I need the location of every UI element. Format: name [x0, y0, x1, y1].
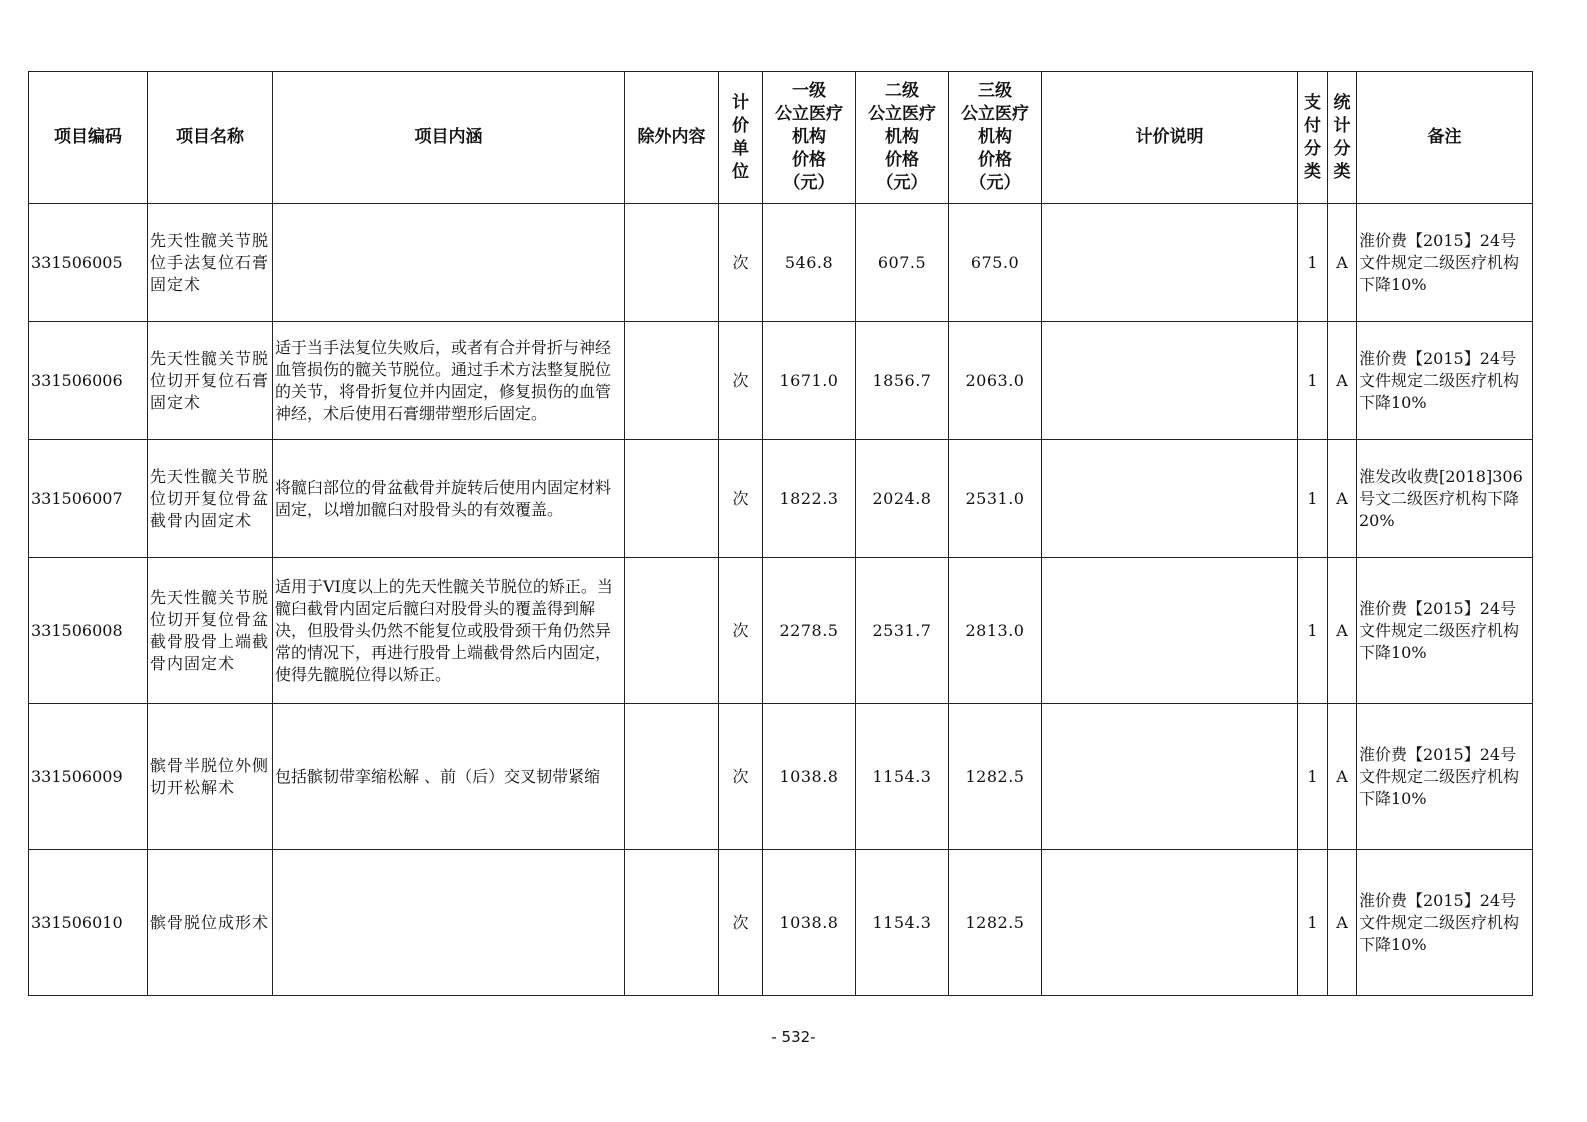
- cell-content: [273, 850, 625, 996]
- cell-name: 先天性髋关节脱位切开复位骨盆截骨股骨上端截骨内固定术: [148, 558, 273, 704]
- cell-price1: 2278.5: [763, 558, 856, 704]
- cell-content: 包括髌韧带挛缩松解 、前（后）交叉韧带紧缩: [273, 704, 625, 850]
- cell-name: 先天性髋关节脱位切开复位骨盆截骨内固定术: [148, 440, 273, 558]
- cell-exclusion: [625, 704, 719, 850]
- cell-note: [1042, 440, 1298, 558]
- cell-remark: 淮价费【2015】24号文件规定二级医疗机构下降10%: [1357, 204, 1533, 322]
- cell-code: 331506010: [29, 850, 148, 996]
- cell-content: 适于当手法复位失败后，或者有合并骨折与神经血管损伤的髋关节脱位。通过手术方法整复脱位的关节，将骨折复位并内固定，修复损伤的血管神经，术后使用石膏绷带塑形后固定。: [273, 322, 625, 440]
- cell-code: 331506006: [29, 322, 148, 440]
- price-table: [28, 71, 1533, 996]
- header-price3-line: （元）: [969, 173, 1021, 193]
- cell-remark: 淮价费【2015】24号文件规定二级医疗机构下降10%: [1357, 558, 1533, 704]
- header-price2-line: （元）: [876, 173, 928, 193]
- cell-stat: A: [1328, 440, 1357, 558]
- cell-unit: 次: [719, 440, 763, 558]
- cell-price2: 1856.7: [856, 322, 949, 440]
- cell-name: 髌骨脱位成形术: [148, 850, 273, 996]
- cell-note: [1042, 558, 1298, 704]
- header-content: 项目内涵: [273, 72, 625, 204]
- header-name: 项目名称: [148, 72, 273, 204]
- header-price2-line: 价格: [885, 150, 919, 170]
- cell-name: 先天性髋关节脱位手法复位石膏固定术: [148, 204, 273, 322]
- cell-stat: A: [1328, 204, 1357, 322]
- cell-price1: 1038.8: [763, 704, 856, 850]
- cell-price2: 607.5: [856, 204, 949, 322]
- cell-remark: 淮发改收费[2018]306号文二级医疗机构下降20%: [1357, 440, 1533, 558]
- header-price2-line: 二级: [885, 81, 919, 101]
- table-row: [29, 558, 1533, 704]
- header-code: 项目编码: [29, 72, 148, 204]
- header-price1-line: 机构: [792, 127, 826, 147]
- header-price3-line: 价格: [978, 150, 1012, 170]
- cell-stat: A: [1328, 850, 1357, 996]
- cell-content: [273, 204, 625, 322]
- header-price2: [856, 72, 949, 204]
- header-price3-line: 公立医疗: [961, 104, 1029, 124]
- cell-exclusion: [625, 322, 719, 440]
- header-price1-line: 公立医疗: [775, 104, 843, 124]
- header-price3: [949, 72, 1042, 204]
- cell-note: [1042, 322, 1298, 440]
- cell-price3: 1282.5: [949, 850, 1042, 996]
- cell-price1: 1822.3: [763, 440, 856, 558]
- cell-price3: 2531.0: [949, 440, 1042, 558]
- cell-remark: 淮价费【2015】24号文件规定二级医疗机构下降10%: [1357, 850, 1533, 996]
- cell-price3: 2063.0: [949, 322, 1042, 440]
- cell-note: [1042, 850, 1298, 996]
- header-price1-line: 一级: [792, 81, 826, 101]
- cell-code: 331506009: [29, 704, 148, 850]
- cell-content: 将髋臼部位的骨盆截骨并旋转后使用内固定材料固定，以增加髋臼对股骨头的有效覆盖。: [273, 440, 625, 558]
- page-number: - 532-: [771, 1028, 816, 1046]
- cell-price3: 675.0: [949, 204, 1042, 322]
- cell-exclusion: [625, 558, 719, 704]
- header-stat: [1328, 72, 1357, 204]
- cell-payment: 1: [1298, 204, 1328, 322]
- table-row: [29, 322, 1533, 440]
- cell-code: 331506008: [29, 558, 148, 704]
- cell-price2: 1154.3: [856, 850, 949, 996]
- header-unit-text: 计价单位: [732, 92, 749, 182]
- cell-price3: 2813.0: [949, 558, 1042, 704]
- cell-note: [1042, 204, 1298, 322]
- cell-payment: 1: [1298, 558, 1328, 704]
- cell-code: 331506005: [29, 204, 148, 322]
- cell-payment: 1: [1298, 850, 1328, 996]
- cell-exclusion: [625, 850, 719, 996]
- header-exclusion: 除外内容: [625, 72, 719, 204]
- header-pricing-note: 计价说明: [1042, 72, 1298, 204]
- cell-unit: 次: [719, 204, 763, 322]
- header-price1: [763, 72, 856, 204]
- cell-note: [1042, 704, 1298, 850]
- cell-price1: 1038.8: [763, 850, 856, 996]
- header-payment: [1298, 72, 1328, 204]
- cell-price3: 1282.5: [949, 704, 1042, 850]
- cell-payment: 1: [1298, 704, 1328, 850]
- header-price3-line: 三级: [978, 81, 1012, 101]
- cell-content: 适用于VI度以上的先天性髋关节脱位的矫正。当髋臼截骨内固定后髋臼对股骨头的覆盖得到解决，但股骨头仍然不能复位或股骨颈干角仍然异常的情况下，再进行股骨上端截骨然后内固定，使得先髋脱位得以矫正。: [273, 558, 625, 704]
- cell-remark: 淮价费【2015】24号文件规定二级医疗机构下降10%: [1357, 322, 1533, 440]
- cell-unit: 次: [719, 704, 763, 850]
- header-payment-text: 支付分类: [1304, 92, 1321, 182]
- header-unit: [719, 72, 763, 204]
- header-remark: 备注: [1357, 72, 1533, 204]
- cell-stat: A: [1328, 322, 1357, 440]
- header-price3-line: 机构: [978, 127, 1012, 147]
- table-row: [29, 850, 1533, 996]
- header-price1-line: 价格: [792, 150, 826, 170]
- cell-exclusion: [625, 204, 719, 322]
- cell-name: 髌骨半脱位外侧切开松解术: [148, 704, 273, 850]
- cell-code: 331506007: [29, 440, 148, 558]
- header-stat-text: 统计分类: [1333, 92, 1351, 182]
- header-row: [29, 72, 1533, 204]
- cell-name: 先天性髋关节脱位切开复位石膏固定术: [148, 322, 273, 440]
- cell-price1: 546.8: [763, 204, 856, 322]
- cell-payment: 1: [1298, 440, 1328, 558]
- cell-unit: 次: [719, 850, 763, 996]
- cell-unit: 次: [719, 322, 763, 440]
- cell-payment: 1: [1298, 322, 1328, 440]
- header-price2-line: 公立医疗: [868, 104, 936, 124]
- cell-price2: 2531.7: [856, 558, 949, 704]
- cell-stat: A: [1328, 558, 1357, 704]
- cell-price2: 2024.8: [856, 440, 949, 558]
- table-row: [29, 704, 1533, 850]
- cell-price1: 1671.0: [763, 322, 856, 440]
- header-price2-line: 机构: [885, 127, 919, 147]
- cell-remark: 淮价费【2015】24号文件规定二级医疗机构下降10%: [1357, 704, 1533, 850]
- cell-unit: 次: [719, 558, 763, 704]
- cell-stat: A: [1328, 704, 1357, 850]
- table-row: [29, 440, 1533, 558]
- table-row: [29, 204, 1533, 322]
- cell-price2: 1154.3: [856, 704, 949, 850]
- header-price1-line: （元）: [783, 173, 835, 193]
- cell-exclusion: [625, 440, 719, 558]
